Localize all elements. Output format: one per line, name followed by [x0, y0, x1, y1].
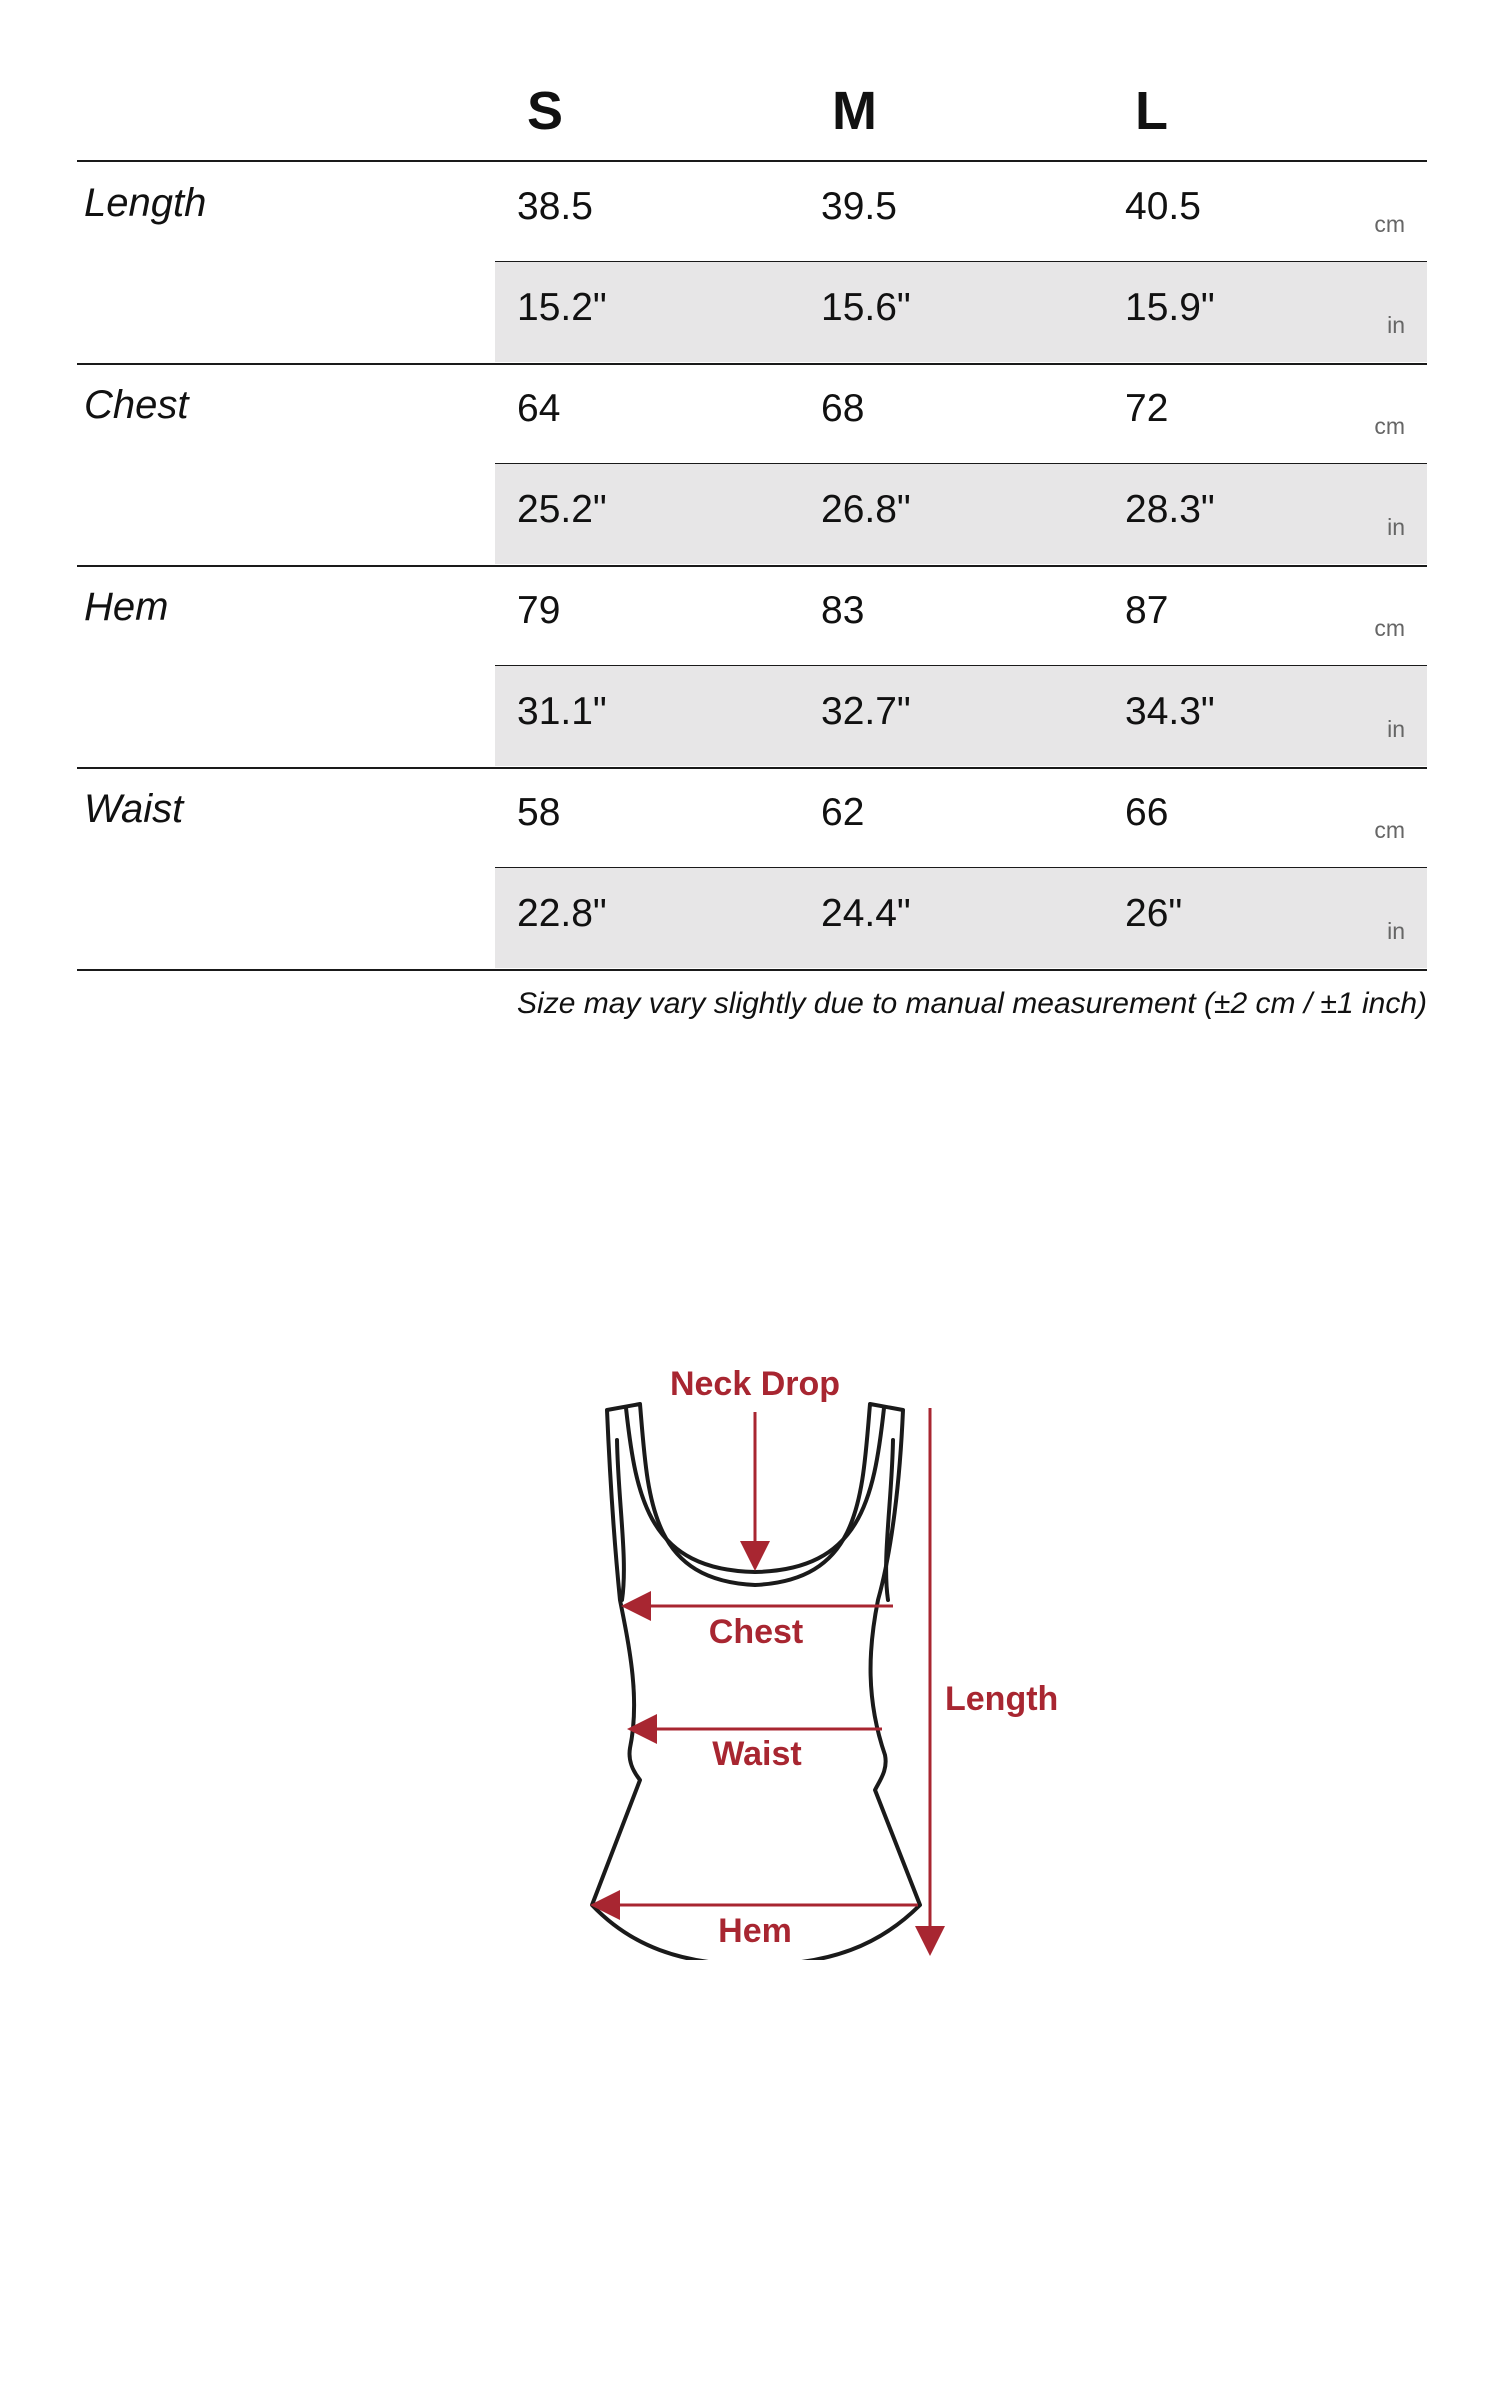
- tank-top-diagram-svg: [560, 1340, 1120, 1960]
- measurement-disclaimer: Size may vary slightly due to manual measurement (±2 cm / ±1 inch): [517, 987, 1427, 1020]
- in-row: [495, 868, 1427, 968]
- in-value: 15.9": [1125, 286, 1215, 329]
- hem-label: Hem: [718, 1912, 792, 1950]
- unit-in: in: [1387, 514, 1405, 540]
- in-value: 26": [1125, 892, 1183, 935]
- measurement-label: Hem: [84, 585, 169, 629]
- cm-value: 68: [821, 387, 865, 430]
- cm-value: 72: [1125, 387, 1169, 430]
- measurement-label: Length: [84, 181, 207, 225]
- cm-value: 66: [1125, 791, 1169, 834]
- in-row: [495, 262, 1427, 362]
- size-header-row: [77, 70, 1427, 162]
- cm-row: [495, 565, 1427, 667]
- in-value: 31.1": [517, 690, 607, 733]
- cm-value: 79: [517, 589, 561, 632]
- unit-cm: cm: [1374, 211, 1405, 237]
- size-header-l: L: [1135, 81, 1168, 141]
- cm-row: [495, 161, 1427, 263]
- unit-in: in: [1387, 312, 1405, 338]
- in-value: 22.8": [517, 892, 607, 935]
- in-value: 26.8": [821, 488, 911, 531]
- cm-value: 58: [517, 791, 561, 834]
- measurement-group-hem: [77, 565, 1427, 769]
- measurement-label: Waist: [84, 787, 184, 831]
- cm-row: [495, 363, 1427, 465]
- in-value: 25.2": [517, 488, 607, 531]
- unit-cm: cm: [1374, 413, 1405, 439]
- measurement-group-length: [77, 161, 1427, 365]
- size-header-s: S: [527, 81, 564, 141]
- length-label: Length: [945, 1680, 1059, 1718]
- in-row: [495, 666, 1427, 766]
- in-value: 28.3": [1125, 488, 1215, 531]
- cm-value: 38.5: [517, 185, 593, 228]
- unit-cm: cm: [1374, 817, 1405, 843]
- in-row: [495, 464, 1427, 564]
- waist-label: Waist: [712, 1735, 802, 1773]
- in-value: 34.3": [1125, 690, 1215, 733]
- in-value: 24.4": [821, 892, 911, 935]
- cm-value: 87: [1125, 589, 1169, 632]
- unit-cm: cm: [1374, 615, 1405, 641]
- cm-value: 64: [517, 387, 561, 430]
- size-header-m: M: [832, 81, 877, 141]
- in-value: 32.7": [821, 690, 911, 733]
- measurement-group-chest: [77, 363, 1427, 567]
- neck-drop-label: Neck Drop: [669, 1365, 841, 1403]
- cm-value: 39.5: [821, 185, 897, 228]
- measurement-label: Chest: [84, 383, 189, 427]
- tank-top-measurement-diagram: [560, 1340, 1120, 1960]
- measurement-group-waist: [77, 767, 1427, 971]
- in-value: 15.6": [821, 286, 911, 329]
- chest-label: Chest: [708, 1613, 804, 1651]
- unit-in: in: [1387, 918, 1405, 944]
- cm-row: [495, 767, 1427, 869]
- cm-value: 40.5: [1125, 185, 1201, 228]
- cm-value: 83: [821, 589, 865, 632]
- cm-value: 62: [821, 791, 865, 834]
- in-value: 15.2": [517, 286, 607, 329]
- unit-in: in: [1387, 716, 1405, 742]
